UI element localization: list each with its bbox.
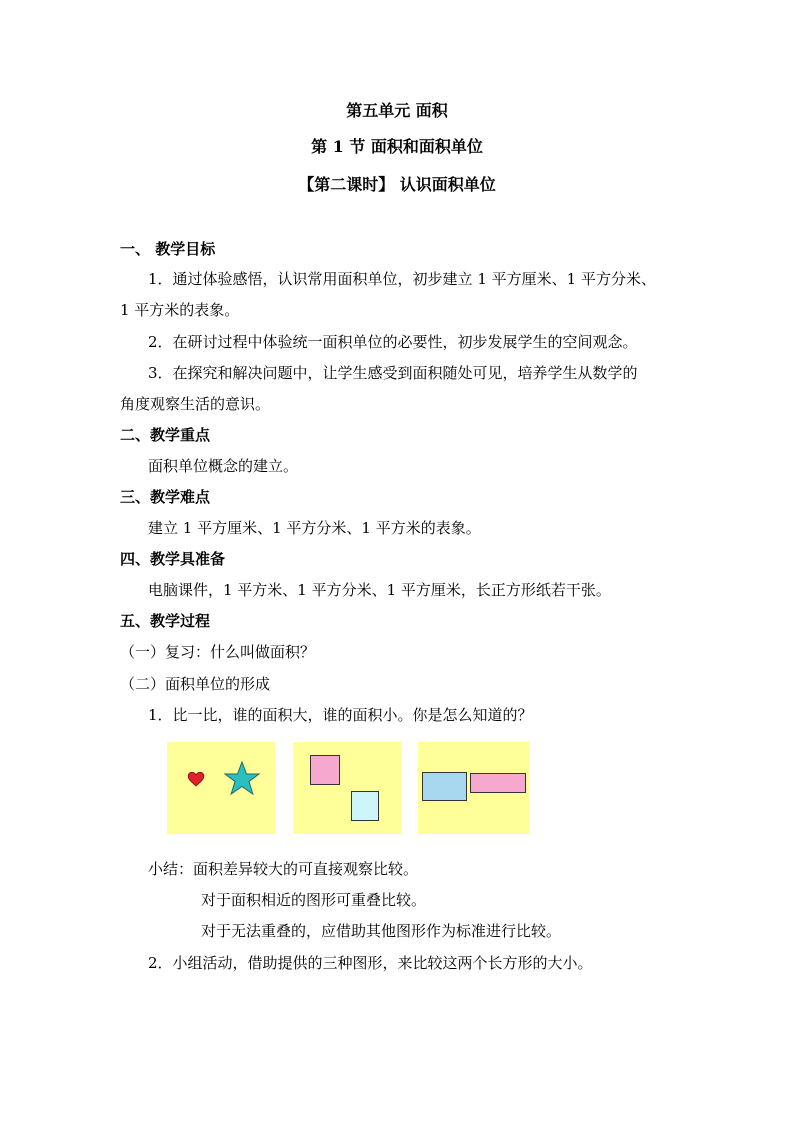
heart-icon	[187, 770, 205, 788]
difficulties-text: 建立 1 平方厘米、1 平方分米、1 平方米的表象。	[148, 519, 481, 537]
goal-2: 2．在研讨过程中体验统一面积单位的必要性，初步发展学生的空间观念。	[148, 333, 638, 351]
key-points-text: 面积单位概念的建立。	[148, 457, 299, 475]
unit-title: 第五单元 面积	[346, 101, 448, 120]
lesson-title: 【第二课时】 认识面积单位	[298, 175, 496, 194]
item-2: 2．小组活动，借助提供的三种图形，来比较这两个长方形的大小。	[148, 954, 593, 972]
pink-rectangle	[470, 773, 526, 793]
heading-process: 五、教学过程	[120, 612, 211, 630]
star-icon	[223, 760, 261, 798]
figure-panel-rectangles	[418, 742, 529, 834]
summary-line-2: 对于面积相近的图形可重叠比较。	[201, 891, 427, 909]
blue-rectangle	[422, 772, 467, 801]
materials-text: 电脑课件，1 平方米、1 平方分米、1 平方厘米，长正方形纸若干张。	[148, 581, 611, 599]
heading-difficulties: 三、教学难点	[120, 488, 211, 506]
pink-square	[310, 755, 340, 785]
figure-panel-heart-star	[167, 742, 275, 834]
item-1: 1．比一比，谁的面积大，谁的面积小。你是怎么知道的？	[148, 706, 533, 724]
formation-line: （二）面积单位的形成	[120, 675, 271, 693]
goal-3-line-2: 角度观察生活的意识。	[120, 395, 271, 413]
goal-1-line-2: 1 平方米的表象。	[120, 301, 240, 319]
heading-materials: 四、教学具准备	[120, 550, 226, 568]
cyan-square	[351, 791, 379, 821]
summary-line-1: 小结：面积差异较大的可直接观察比较。	[148, 860, 419, 878]
goal-3-line-1: 3．在探究和解决问题中，让学生感受到面积随处可见，培养学生从数学的	[148, 364, 638, 382]
figure-panel-squares	[293, 742, 401, 834]
goal-1-line-1: 1．通过体验感悟，认识常用面积单位，初步建立 1 平方厘米、1 平方分米、	[148, 270, 656, 288]
heading-key-points: 二、教学重点	[120, 426, 211, 444]
review-line: （一）复习：什么叫做面积？	[120, 643, 316, 661]
heading-goals: 一、 教学目标	[120, 240, 216, 258]
summary-line-3: 对于无法重叠的，应借助其他图形作为标准进行比较。	[201, 922, 562, 940]
section-title: 第 1 节 面积和面积单位	[311, 137, 483, 156]
